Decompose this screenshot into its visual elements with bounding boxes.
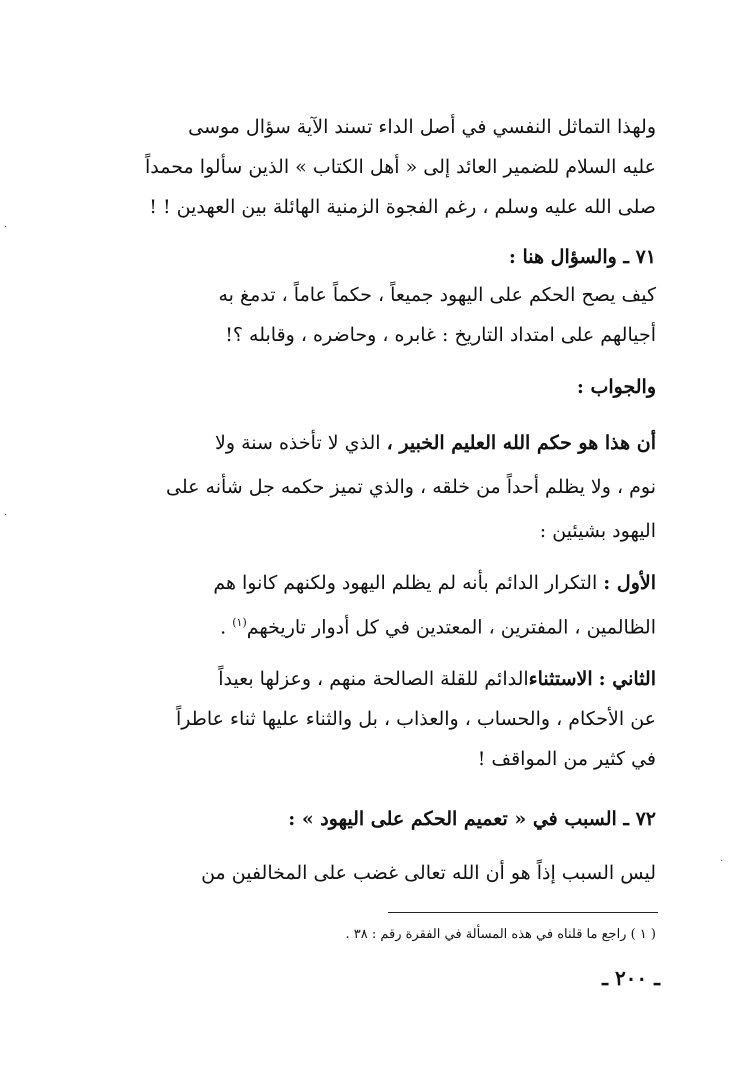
paragraph-second-line-1-rest: الدائم للقلة الصالحة منهم ، وعزلها بعيداً bbox=[218, 668, 529, 690]
paragraph-6-line-1: ليس السبب إذاً هو أن الله تعالى غضب على المخالفين من bbox=[201, 862, 656, 884]
paragraph-3-line-2: نوم ، ولا يظلم أحداً من خلقه ، والذي تميز حكمه جل شأنه على bbox=[166, 476, 656, 498]
paragraph-3-bold: أن هذا هو حكم الله العليم الخبير ، bbox=[386, 432, 656, 454]
second-label: الثاني : bbox=[598, 668, 656, 690]
paragraph-1-line-2: عليه السلام للضمير العائد إلى « أهل الكتاب » الذين سألوا محمداً bbox=[144, 156, 656, 178]
paragraph-1-line-1: ولهذا التماثل النفسي في أصل الداء تسند الآية سؤال موسى bbox=[188, 116, 656, 138]
answer-label: والجواب : bbox=[576, 376, 656, 398]
scan-mark-dot: · bbox=[720, 856, 724, 867]
paragraph-first-line-2 bbox=[108, 608, 656, 638]
paragraph-second-line-3: في كثير من المواقف ! bbox=[477, 748, 656, 770]
paragraph-3-line-1-rest: الذي لا تأخذه سنة ولا bbox=[215, 432, 387, 454]
footnote-reference: (١) bbox=[232, 616, 247, 629]
first-label: الأول : bbox=[603, 572, 656, 594]
footnote-divider bbox=[388, 912, 658, 913]
paragraph-second-line-2: عن الأحكام ، والحساب ، والعذاب ، بل والثناء عليها ثناء عاطراً bbox=[176, 708, 656, 730]
paragraph-1-line-3: صلى الله عليه وسلم ، رغم الفجوة الزمنية الهائلة بين العهدين ! ! bbox=[149, 196, 656, 218]
paragraph-second-line-1 bbox=[108, 664, 656, 694]
footnote-text: ( ١ ) راجع ما قلناه في هذه المسألة في الفقرة رقم : ٣٨ . bbox=[345, 927, 656, 942]
paragraph-3-line-1 bbox=[108, 428, 656, 458]
paragraph-first-line-2-text: الظالمين ، المفترين ، المعتدين في كل أدوار تاريخهم bbox=[246, 616, 656, 639]
section-72-heading: ٧٢ ـ السبب في « تعميم الحكم على اليهود » : bbox=[288, 808, 656, 830]
paragraph-2-line-2: أجيالهم على امتداد التاريخ : غابره ، وحاضره ، وقابله ؟! bbox=[225, 324, 656, 346]
page-number: ـ ٢٠٠ ـ bbox=[602, 966, 660, 990]
paragraph-first-line-2-end: . bbox=[220, 616, 233, 639]
paragraph-3-line-3: اليهود بشيئين : bbox=[539, 520, 656, 542]
section-71-heading: ٧١ ـ والسؤال هنا : bbox=[508, 246, 656, 268]
scan-mark-dot: · bbox=[4, 510, 8, 521]
paragraph-first-line-1-rest: التكرار الدائم بأنه لم يظلم اليهود ولكنهم كانوا هم bbox=[213, 572, 604, 594]
second-bold-word: الاستثناء bbox=[528, 668, 593, 690]
paragraph-first-line-1 bbox=[108, 568, 656, 598]
scan-mark-dot: · bbox=[4, 222, 8, 233]
paragraph-2-line-1: كيف يصح الحكم على اليهود جميعاً ، حكماً عاماً ، تدمغ به bbox=[218, 284, 656, 306]
